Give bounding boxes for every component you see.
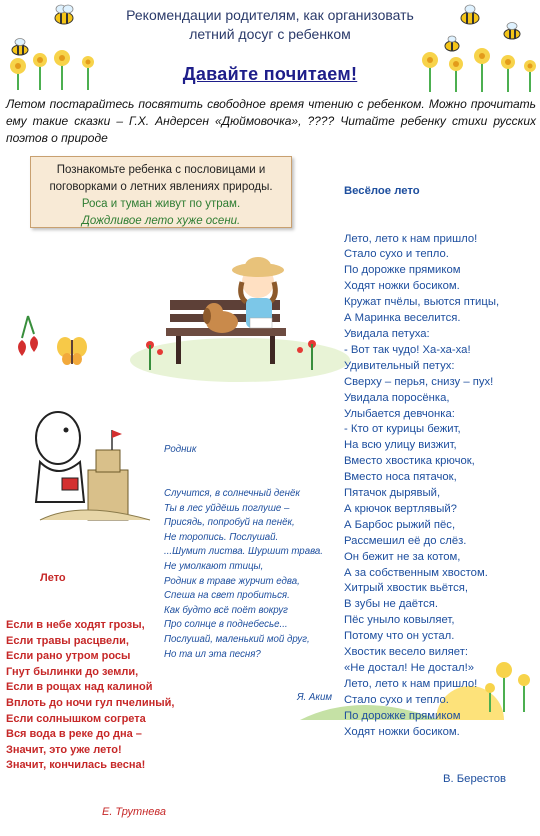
- poem-line: Не умолкают птицы,: [164, 560, 264, 572]
- girl-on-bench-illustration: [130, 257, 350, 382]
- poem-line: Удивительный петух:: [344, 359, 455, 372]
- poem-line: Стало сухо и тепло.: [344, 693, 449, 706]
- poem-line: Как будто всё поёт вокруг: [164, 604, 288, 616]
- poem-line: Пятачок дырявый,: [344, 487, 441, 500]
- poem-line: - Кто от курицы бежит,: [344, 423, 461, 436]
- poem-line: Если в рощах над калиной: [6, 681, 153, 694]
- poem-line: А за собственным хвостом.: [344, 566, 488, 579]
- flower-icon: [10, 50, 94, 90]
- poem-line: Если рано утром росы: [6, 650, 131, 663]
- poem-line: Ходят ножки босиком.: [344, 280, 460, 293]
- poem-line: Послушай, маленький мой друг,: [164, 633, 310, 645]
- poem-line: Вместо хвостика крючок,: [344, 455, 475, 468]
- poem-line: Ходят ножки босиком.: [344, 725, 460, 738]
- poem-line: Вплоть до ночи гул пчелиный,: [6, 696, 175, 709]
- poem-line: Кружат пчёлы, вьются птицы,: [344, 296, 500, 309]
- poem-line: ...Шумит листва. Шуршит трава.: [164, 546, 324, 558]
- poem-line: Потому что он устал.: [344, 630, 455, 643]
- poem-title: Весёлое лето: [344, 184, 420, 197]
- poem-line: Он бежит не за котом,: [344, 550, 461, 563]
- poem-line: Про солнце в поднебесье...: [164, 619, 288, 631]
- poem-line: Спеша на свет пробиться.: [164, 590, 290, 602]
- proverb-2: Дождливое лето хуже осени.: [81, 215, 241, 227]
- poem-line: Лето, лето к нам пришло!: [344, 677, 478, 690]
- poem-line: «Не достал! Не достал!»: [344, 662, 475, 674]
- page-header: [60, 6, 480, 44]
- intro-paragraph: Летом постарайтесь посвятить свободное время чтению с ребенком. Можно прочитать ему такие сказки – Г.Х. Андерсен «Дюймовочка», ???? Читайте ребенку стихи русских поэтов о природе: [6, 97, 536, 145]
- poem-line: Если в небе ходят грозы,: [6, 618, 145, 631]
- poem-line: Значит, кончилась весна!: [6, 759, 146, 772]
- poem-line: Если солнышком согрета: [6, 712, 146, 725]
- poem-lines: [344, 232, 540, 741]
- proverb-1: Роса и туман живут по утрам.: [81, 198, 241, 210]
- poem-lines: [6, 618, 176, 774]
- poem-line: Улыбается девчонка:: [344, 407, 455, 420]
- poem-line: Значит, это уже лето!: [6, 743, 122, 756]
- poem-line: А Маринка веселится.: [344, 312, 461, 325]
- proverbs-box: [30, 156, 292, 228]
- poem-line: Если травы расцвели,: [6, 634, 129, 647]
- poem-veseloe-leto: [344, 152, 540, 804]
- bee-icon: [12, 39, 28, 56]
- bee-icon: [504, 23, 520, 40]
- butterfly-icon: [57, 337, 87, 365]
- poem-line: Увидала поросёнка,: [344, 391, 450, 404]
- poem-line: Гнут былинки до земли,: [6, 665, 139, 678]
- poem-line: Вся вода в реке до дна –: [6, 728, 142, 741]
- poem-title: Лето: [40, 572, 66, 585]
- header-line-1: Рекомендации родителям, как организовать: [126, 7, 414, 23]
- poem-author: В. Берестов: [442, 773, 506, 786]
- poem-line: Но та ил эта песня?: [164, 648, 261, 660]
- poem-lines: [164, 487, 344, 662]
- poem-line: Хитрый хвостик вьётся,: [344, 582, 469, 595]
- sandcastle-illustration: [36, 412, 150, 520]
- poem-line: А Барбос рыжий пёс,: [344, 518, 456, 531]
- poem-line: Ты в лес уйдёшь поглуше –: [164, 502, 290, 514]
- section-title: Давайте почитаем!: [182, 64, 358, 84]
- flower-icon: [422, 48, 536, 92]
- poem-line: Сверху – перья, снизу – пух!: [344, 375, 494, 388]
- poem-line: Не торопись. Послушай.: [164, 531, 279, 543]
- poem-line: Случится, в солнечный денёк: [164, 487, 300, 499]
- poem-rodnik: [164, 414, 344, 720]
- poem-leto: [6, 540, 176, 836]
- poem-line: В зубы не даётся.: [344, 598, 438, 611]
- poem-line: Пёс уныло ковыляет,: [344, 614, 455, 627]
- poem-line: - Вот так чудо! Ха-ха-ха!: [344, 343, 471, 356]
- poem-line: Родник в траве журчит едва,: [164, 575, 300, 587]
- proverbs-text: Познакомьте ребенка с пословицами и поговорками о летних явлениях природы.: [49, 164, 273, 193]
- strawberry-icon: [18, 316, 38, 356]
- poem-line: Хвостик весело виляет:: [344, 646, 469, 659]
- poem-line: Вместо носа пятачок,: [344, 471, 457, 484]
- poem-line: Стало сухо и тепло.: [344, 248, 449, 261]
- poem-line: На всю улицу визжит,: [344, 439, 457, 452]
- poem-author: Я. Аким: [296, 692, 332, 704]
- poem-line: Лето, лето к нам пришло!: [344, 232, 478, 245]
- poem-line: Увидала петуха:: [344, 327, 430, 340]
- poem-line: Рассмешил её до слёз.: [344, 534, 467, 547]
- poem-title: Родник: [164, 444, 197, 456]
- header-line-2: летний досуг с ребенком: [189, 26, 351, 42]
- poem-author: Е. Трутнева: [101, 806, 166, 819]
- poem-line: По дорожке прямиком: [344, 264, 461, 277]
- poem-line: Присядь, попробуй на пенёк,: [164, 517, 295, 529]
- poem-line: А крючок вертлявый?: [344, 502, 457, 515]
- poem-line: По дорожке прямиком: [344, 709, 461, 722]
